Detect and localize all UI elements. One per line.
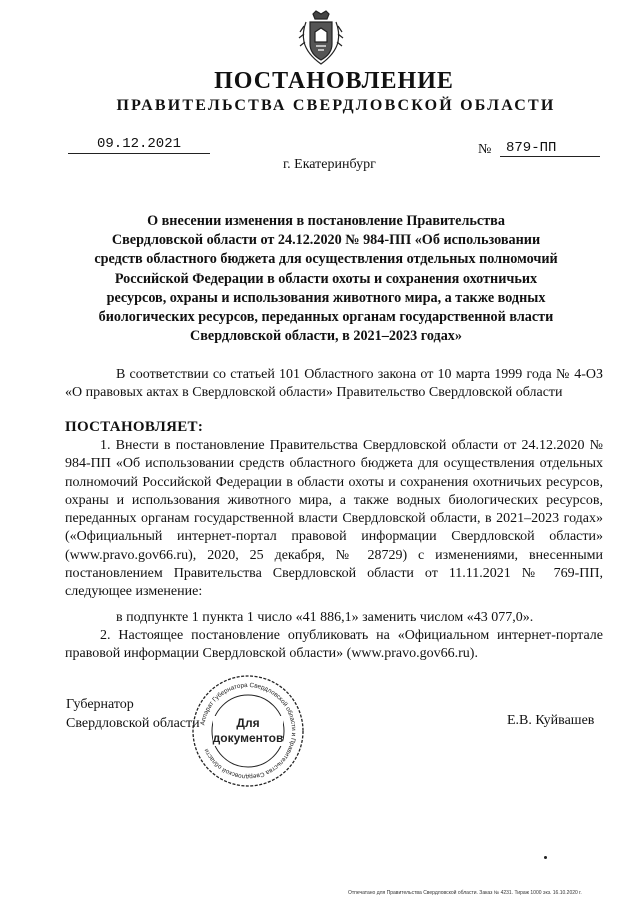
item-2-paragraph: 2. Настоящее постановление опубликовать на «Официальном интернет-портале правовой информации Свердловской области» (www.pravo.gov66.ru). [65,628,603,662]
item-1-paragraph: 1. Внести в постановление Правительства Свердловской области от 24.12.2020 № 984-ПП «Об использовании средств областного бюджета для осуществления отдельных полномочий Российской Федерации в области охоты и сохранения охотничьих ресурсов, охраны и использования животного мира, а также водных биологических ресурсов, переданных органам государственной власти Свердловской области, в 2021–2023 годах» («Официальный интернет-портал правовой информации Свердловской области» (www.pravo.gov66.ru), 2020, 25 декабря, № 28729) с изменениями, внесенными постановлением Правительства Свердловской области от 11.11.2021 № 769-ПП, следующее изменение: [65,438,603,600]
print-footer: Отпечатано для Правительства Свердловской области. Заказ № 4231. Тираж 1000 экз. 16.10.2020 г. [348,890,582,896]
heading-line: Свердловской области от 24.12.2020 № 984-ПП «Об использовании [111,232,541,249]
document-subtitle: ПРАВИТЕЛЬСТВА СВЕРДЛОВСКОЙ ОБЛАСТИ [116,97,556,114]
item-1-subparagraph: в подпункте 1 пункта 1 число «41 886,1» заменить числом «43 077,0». [116,610,534,625]
position-line: Губернатор [66,697,134,712]
position-line: Свердловской области [66,716,200,731]
signatory-name: Е.В. Куйвашев [507,713,595,728]
number-sign: № [478,142,492,157]
seal-stamp [191,674,305,788]
ink-mark [544,856,547,859]
stamp-text-line2: документов [212,731,284,745]
city: г. Екатеринбург [283,157,376,172]
stamp-text-line1: Для [236,716,260,730]
decree-word: ПОСТАНОВЛЯЕТ: [65,419,204,435]
heading-line: средств областного бюджета для осуществления отдельных полномочий [94,251,558,268]
heading-line: Свердловской области, в 2021–2023 годах» [190,328,462,345]
heading-line: биологических ресурсов, переданных органам государственной власти [98,309,554,326]
coat-of-arms-icon [298,10,344,68]
stamp-ring-text: Аппарат Губернатора Свердловской области и Правительства Свердловской области [199,681,298,781]
preamble-paragraph: В соответствии со статьей 101 Областного закона от 10 марта 1999 года № 4-ОЗ «О правовых актах в Свердловской области» Правительство Свердловской области [65,367,603,401]
document-title: ПОСТАНОВЛЕНИЕ [214,68,454,94]
signatory-position [66,695,200,733]
heading-line: Российской Федерации в области охоты и сохранения охотничьих [114,270,538,287]
heading-line: ресурсов, охраны и использования животного мира, а также водных [106,289,546,306]
heading-line: О внесении изменения в постановление Правительства [147,213,505,229]
document-date: 09.12.2021 [68,136,210,154]
document-number: 879-ПП [500,140,600,157]
document-heading [86,212,566,346]
